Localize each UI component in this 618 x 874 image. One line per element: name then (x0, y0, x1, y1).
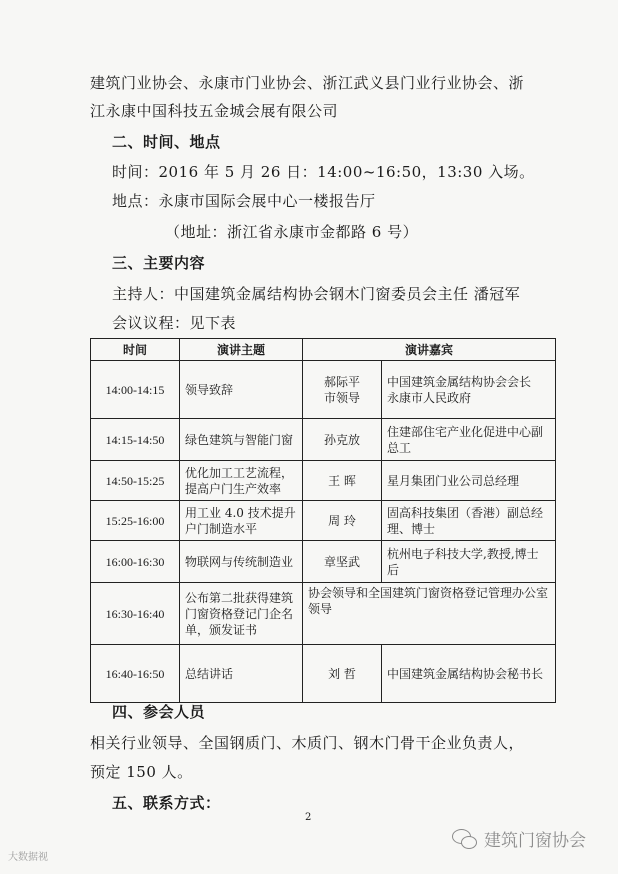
row-topic: 总结讲话 (180, 645, 303, 703)
page-number: 2 (305, 812, 312, 823)
row-time: 15:25-16:00 (91, 501, 180, 541)
row-org: 中国建筑金属结构协会秘书长 (382, 645, 556, 703)
row-org: 固高科技集团（香港）副总经理、博士 (382, 501, 556, 541)
header-speaker: 演讲嘉宾 (303, 339, 556, 361)
intro-line-2: 江永康中国科技五金城会展有限公司 (90, 102, 339, 120)
row-org: 住建部住宅产业化促进中心副总工 (382, 419, 556, 461)
row-topic: 领导致辞 (180, 361, 303, 419)
row-topic: 公布第二批获得建筑门窗资格登记门企名单，颁发证书 (180, 583, 303, 645)
attendees-line-1: 相关行业领导、全国钢质门、木质门、钢木门骨干企业负责人， (90, 734, 525, 752)
table-row (91, 461, 556, 501)
row-org: 中国建筑金属结构协会会长 永康市人民政府 (382, 361, 556, 419)
row-time: 14:00-14:15 (91, 361, 180, 419)
meeting-address: （地址：浙江省永康市金都路 6 号） (165, 223, 419, 241)
section-2-heading: 二、时间、地点 (112, 133, 221, 151)
table-row (91, 583, 556, 645)
table-header-row (91, 339, 556, 361)
watermark-right (452, 826, 586, 851)
header-topic: 演讲主题 (180, 339, 303, 361)
row-speaker: 章坚武 (303, 541, 382, 583)
section-5-heading: 五、联系方式： (112, 794, 221, 812)
row-speaker: 王 晖 (303, 461, 382, 501)
row-org: 星月集团门业公司总经理 (382, 461, 556, 501)
table-row (91, 501, 556, 541)
agenda-table (90, 338, 556, 703)
agenda-label: 会议议程：见下表 (112, 314, 237, 332)
row-topic: 优化加工工艺流程，提高户门生产效率 (180, 461, 303, 501)
row-speaker: 周 玲 (303, 501, 382, 541)
host-line: 主持人：中国建筑金属结构协会钢木门窗委员会主任 潘冠军 (112, 285, 521, 303)
row-speaker: 孙克放 (303, 419, 382, 461)
attendees-line-2: 预定 150 人。 (90, 763, 193, 781)
row-speaker: 刘 哲 (303, 645, 382, 703)
table-row (91, 541, 556, 583)
watermark-left: 大数据视 (8, 852, 48, 863)
wechat-icon (452, 829, 478, 849)
row-time: 16:00-16:30 (91, 541, 180, 583)
row-time: 16:40-16:50 (91, 645, 180, 703)
row-time: 14:50-15:25 (91, 461, 180, 501)
row-time: 14:15-14:50 (91, 419, 180, 461)
row-org: 杭州电子科技大学,教授,博士后 (382, 541, 556, 583)
row-topic: 物联网与传统制造业 (180, 541, 303, 583)
meeting-place: 地点：永康市国际会展中心一楼报告厅 (112, 192, 376, 210)
section-4-heading: 四、参会人员 (112, 703, 206, 721)
section-3-heading: 三、主要内容 (112, 254, 206, 272)
meeting-time: 时间：2016 年 5 月 26 日：14:00~16:50，13:30 入场。 (112, 163, 535, 181)
row-topic: 绿色建筑与智能门窗 (180, 419, 303, 461)
table-row (91, 419, 556, 461)
row-speaker: 郝际平 市领导 (303, 361, 382, 419)
table-row (91, 645, 556, 703)
row-time: 16:30-16:40 (91, 583, 180, 645)
header-time: 时间 (91, 339, 180, 361)
row-merged-speaker: 协会领导和全国建筑门窗资格登记管理办公室领导 (303, 583, 556, 645)
row-topic: 用工业 4.0 技术提升户门制造水平 (180, 501, 303, 541)
watermark-right-text: 建筑门窗协会 (484, 831, 586, 851)
table-row (91, 361, 556, 419)
intro-line-1: 建筑门业协会、永康市门业协会、浙江武义县门业行业协会、浙 (90, 74, 525, 92)
